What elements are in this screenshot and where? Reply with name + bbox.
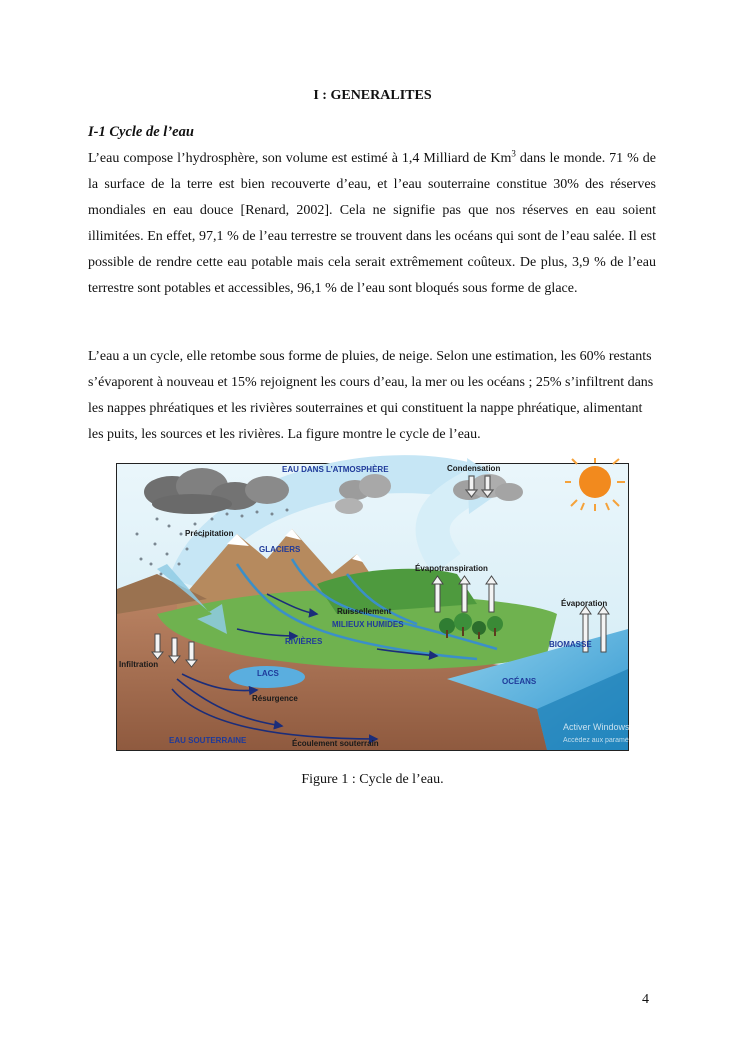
section-heading: I-1 Cycle de l’eau (88, 124, 194, 140)
label-ruissellement: Ruissellement (337, 607, 392, 616)
label-milieux-humides: MILIEUX HUMIDES (332, 620, 404, 629)
label-atmosphere: EAU DANS L’ATMOSPHÈRE (282, 465, 389, 474)
activation-watermark-line1: Activer Windows (563, 722, 630, 732)
label-eau-souterraine: EAU SOUTERRAINE (169, 736, 247, 745)
label-condensation: Condensation (447, 464, 501, 473)
label-resurgence: Résurgence (252, 694, 298, 703)
paragraph-1 (88, 146, 656, 302)
water-cycle-figure (116, 463, 641, 751)
label-infiltration: Infiltration (119, 660, 159, 669)
label-glaciers: GLACIERS (259, 545, 301, 554)
water-cycle-diagram (117, 464, 641, 750)
label-evaporation: Évaporation (561, 599, 608, 608)
label-biomasse: BIOMASSE (549, 640, 592, 649)
label-lacs: LACS (257, 669, 279, 678)
page-title: I : GENERALITES (313, 88, 432, 103)
paragraph-2: L’eau a un cycle, elle retombe sous forme de pluies, de neige. Selon une estimation, les 60% restants s’évaporent à nouveau et 15% rejoignent les cours d’eau, la mer ou les océans ; 25% s’infiltrent dans les nappes phréatiques et les rivières souterraines et qui constituent la nappe phréatique, alimentant les puits, les sources et les rivières. La figure montre le cycle de l’eau. (88, 349, 654, 442)
label-oceans: OCÉANS (502, 677, 537, 686)
figure-caption: Figure 1 : Cycle de l’eau. (301, 772, 444, 787)
superscript-3: 3 (511, 148, 516, 159)
activation-watermark-line2: Accédez aux paramètres (563, 737, 641, 744)
label-precipitation: Précipitation (185, 529, 234, 538)
paragraph-1-start: L’eau compose l’hydrosphère, son volume est estimé à 1,4 Milliard de Km (88, 151, 512, 166)
label-rivieres: RIVIÈRES (285, 637, 323, 646)
label-ecoulement-souterrain: Écoulement souterrain (292, 739, 379, 748)
page-number: 4 (642, 992, 649, 1007)
label-evapotranspiration: Évapotranspiration (415, 564, 488, 573)
paragraph-1-rest: dans le monde. 71 % de la surface de la terre est bien recouverte d’eau, et l’eau souterraine constitue 30% des réserves mondiales en eau douce [Renard, 2002]. Cela ne signifie pas que nos réserves en eau soient illimitées. En effet, 97,1 % de l’eau terrestre se trouvent dans les océans qui sont de l’eau salée. Il est possible de rendre cette eau potable mais cela serait extrêmement coûteux. De plus, 3,9 % de l’eau terrestre sont potables et accessibles, 96,1 % de l’eau sont bloqués sous forme de glace. (88, 151, 656, 296)
